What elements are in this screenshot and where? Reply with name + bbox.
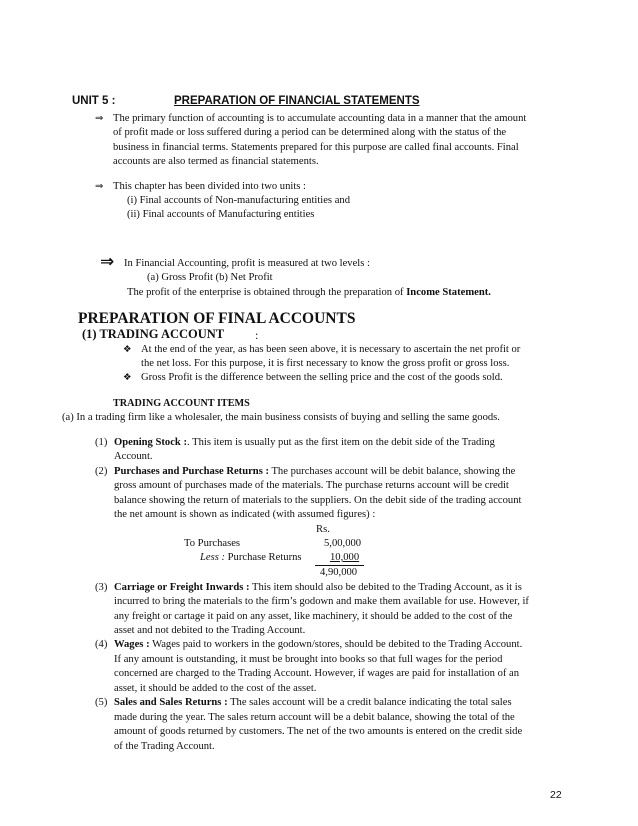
items-intro: (a) In a trading firm like a wholesaler, the main business consists of buying and selling the same goods.	[62, 412, 500, 423]
item-purchases-line-3: balance showing the return of materials to the suppliers. On the debit side of the trading account	[114, 495, 522, 506]
item-purchases-line-2: gross amount of purchases made of the materials. The purchase returns account will be credit	[114, 480, 509, 491]
item-carriage-line-3: any freight or cartage it paid on any asset, like machinery, it should be added to the cost of the	[114, 611, 513, 622]
item-sales-line-2: made during the year. The sales return account will be a debit balance, showing the total of the	[114, 712, 515, 723]
item-wages-line-3: concerned are charged to the Trading Account. However, if wages are paid for installation of an	[114, 668, 520, 679]
units-intro: This chapter has been divided into two units :	[113, 181, 307, 192]
intro-line-4: accounts are also termed as financial statements.	[113, 156, 319, 167]
purchases-value: 5,00,000	[324, 538, 362, 549]
item-wages-line-1: Wages : Wages paid to workers in the godown/stores, should be debited to the Trading Account.	[114, 639, 523, 650]
net-value: 4,90,000	[320, 567, 358, 578]
diamond-bullet-icon: ❖	[123, 372, 132, 383]
item-purchases-line-4: the net amount is shown as indicated (with assumed figures) :	[114, 509, 376, 520]
item-sales-line-4: of the Trading Account.	[114, 741, 215, 752]
item-opening-stock-line-1: Opening Stock :. This item is usually put as the first item on the debit side of the Trading	[114, 437, 495, 448]
arrow-icon: ⇒	[95, 181, 104, 192]
subsection-heading: (1) TRADING ACCOUNT	[82, 327, 225, 341]
item-number: (2)	[95, 466, 108, 477]
purchases-label: To Purchases	[184, 538, 241, 549]
items-heading: TRADING ACCOUNT ITEMS	[113, 398, 250, 409]
unit-item-2: (ii) Final accounts of Manufacturing entities	[127, 209, 315, 220]
item-number: (5)	[95, 697, 108, 708]
subsection-colon: :	[255, 328, 259, 342]
page-number: 22	[550, 789, 562, 801]
bullet-2-line-1: Gross Profit is the difference between the selling price and the cost of the goods sold.	[141, 372, 503, 383]
item-number: (1)	[95, 437, 108, 448]
intro-line-3: business in financial terms. Statements prepared for this purpose are called final accounts. Final	[113, 142, 519, 153]
item-carriage-line-4: asset and not debited to the Trading Account.	[114, 625, 306, 636]
bold-arrow-icon: ⇒	[100, 252, 115, 272]
returns-label: Less : Purchase Returns	[200, 552, 302, 563]
returns-value: 10,000	[330, 552, 360, 563]
item-purchases-line-1: Purchases and Purchase Returns : The purchases account will be debit balance, showing the	[114, 466, 516, 477]
item-sales-line-3: amount of goods returned by customers. The net of the two amounts is entered on the credit side	[114, 726, 523, 737]
section-heading: PREPARATION OF FINAL ACCOUNTS	[78, 310, 356, 327]
page-title: PREPARATION OF FINANCIAL STATEMENTS	[174, 95, 420, 107]
item-wages-line-4: asset, it should be added to the cost of the asset.	[114, 683, 317, 694]
item-number: (3)	[95, 582, 108, 593]
item-carriage-line-2: incurred to bring the materials to the firm’s godown and make them available for use. However, if	[114, 596, 529, 607]
item-number: (4)	[95, 639, 108, 650]
intro-line-1: The primary function of accounting is to accumulate accounting data in a manner that the amount	[113, 113, 527, 124]
bullet-1-line-1: At the end of the year, as has been seen above, it is necessary to ascertain the net profit or	[141, 344, 521, 355]
item-wages-line-2: If any amount is outstanding, it must be brought into books so that full wages for the period	[114, 654, 503, 665]
currency-label: Rs.	[316, 524, 330, 535]
profit-levels-intro: In Financial Accounting, profit is measured at two levels :	[124, 258, 370, 269]
item-carriage-line-1: Carriage or Freight Inwards : This item should also be debited to the Trading Account, as it is	[114, 582, 522, 593]
profit-levels: (a) Gross Profit (b) Net Profit	[147, 272, 273, 283]
item-sales-line-1: Sales and Sales Returns : The sales account will be a credit balance indicating the total sales	[114, 697, 512, 708]
arrow-icon: ⇒	[95, 113, 104, 124]
item-opening-stock-line-2: Account.	[114, 451, 153, 462]
unit-item-1: (i) Final accounts of Non-manufacturing entities and	[127, 195, 350, 206]
intro-line-2: of profit made or loss suffered during a period can be determined along with the status of the	[113, 127, 507, 138]
bullet-1-line-2: the net loss. For this purpose, it is first necessary to know the gross profit or gross loss.	[141, 358, 510, 369]
income-statement-line: The profit of the enterprise is obtained through the preparation of Income Statement.	[127, 287, 491, 298]
diamond-bullet-icon: ❖	[123, 344, 132, 355]
unit-label: UNIT 5 :	[72, 95, 116, 107]
